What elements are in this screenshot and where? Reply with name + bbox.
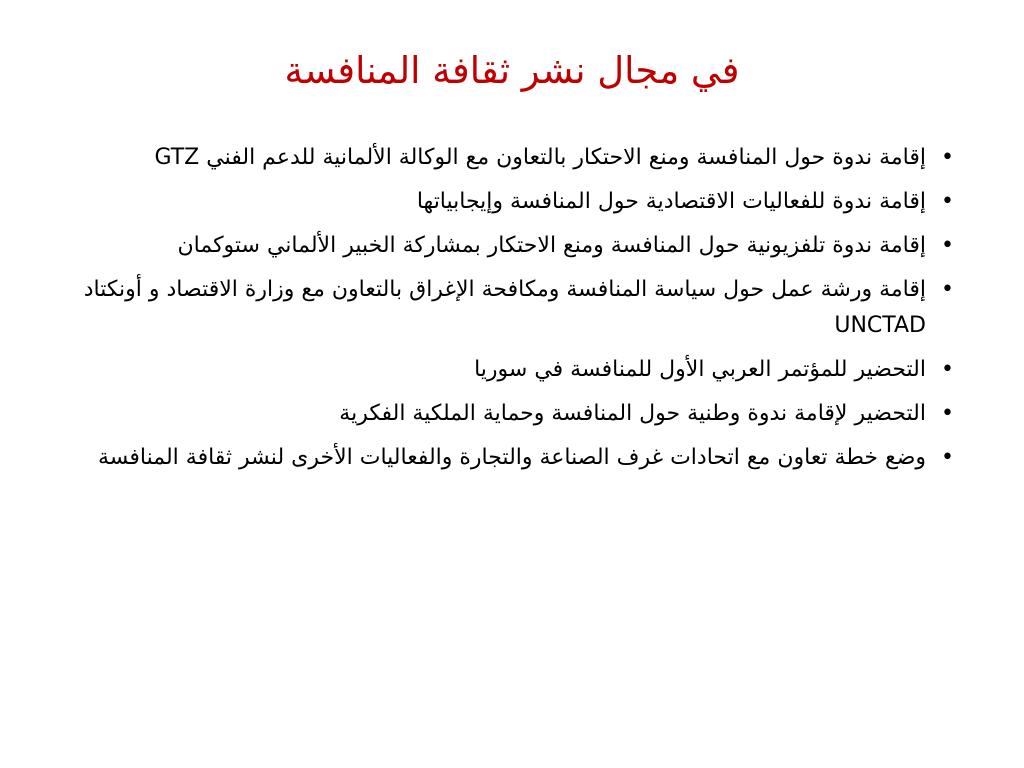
bullet-list bbox=[80, 140, 960, 484]
slide-title: في مجال نشر ثقافة المنافسة bbox=[284, 49, 740, 92]
bullet-icon: • bbox=[941, 357, 954, 382]
bullet-item bbox=[80, 228, 960, 264]
bullet-text: التحضير للمؤتمر العربي الأول للمنافسة في سوريا bbox=[474, 357, 926, 382]
bullet-text: وضع خطة تعاون مع اتحادات غرف الصناعة والتجارة والفعاليات الأخرى لنشر ثقافة المنافسة bbox=[97, 445, 926, 470]
bullet-text: إقامة ندوة حول المنافسة ومنع الاحتكار بالتعاون مع الوكالة الألمانية للدعم الفني GTZ bbox=[154, 145, 926, 170]
bullet-text: التحضير لإقامة ندوة وطنية حول المنافسة وحماية الملكية الفكرية bbox=[339, 401, 926, 426]
bullet-item bbox=[80, 140, 960, 176]
bullet-text: إقامة ندوة للفعاليات الاقتصادية حول المنافسة وإيجابياتها bbox=[416, 189, 926, 214]
bullet-icon: • bbox=[941, 233, 954, 258]
bullet-text: إقامة ورشة عمل حول سياسة المنافسة ومكافحة الإغراق بالتعاون مع وزارة الاقتصاد و أونكتاد UNCTAD bbox=[83, 277, 926, 338]
bullet-item bbox=[80, 184, 960, 220]
bullet-icon: • bbox=[941, 189, 954, 214]
bullet-icon: • bbox=[941, 145, 954, 170]
bullet-item bbox=[80, 272, 960, 344]
bullet-text: إقامة ندوة تلفزيونية حول المنافسة ومنع الاحتكار بمشاركة الخبير الألماني ستوكمان bbox=[177, 233, 926, 258]
bullet-item bbox=[80, 396, 960, 432]
bullet-icon: • bbox=[941, 277, 954, 302]
bullet-item bbox=[80, 352, 960, 388]
bullet-icon: • bbox=[941, 445, 954, 470]
bullet-icon: • bbox=[941, 401, 954, 426]
bullet-item bbox=[80, 440, 960, 476]
